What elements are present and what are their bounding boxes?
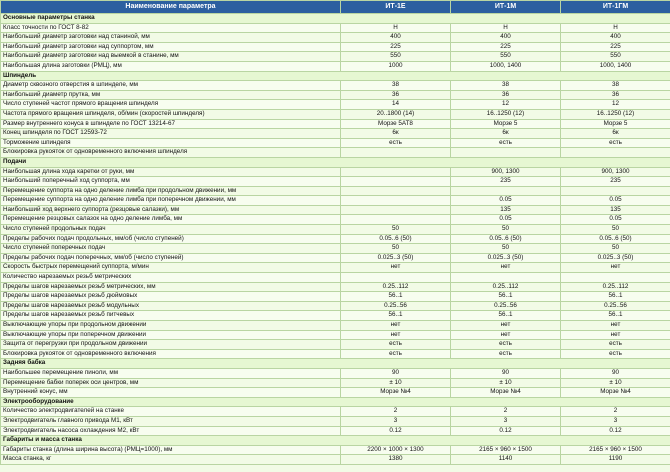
param-value: 2 [341,407,451,417]
table-row [1,42,670,52]
param-value: 0.25..112 [451,282,561,292]
param-value: есть [561,340,670,350]
header-it-1m: ИТ-1М [451,1,561,14]
table-row [1,330,670,340]
param-name: Наибольший диаметр прутка, мм [1,90,341,100]
param-value: 225 [451,42,561,52]
param-value: 225 [341,42,451,52]
param-value: Морзе 5 [451,119,561,129]
param-value: 1140 [451,455,561,465]
table-row [1,416,670,426]
table-row [1,100,670,110]
param-value: 12 [451,100,561,110]
section-row [1,397,670,407]
param-value: есть [451,349,561,359]
param-value: 16..1250 (12) [561,109,670,119]
param-value: 0.05..6 (50) [341,234,451,244]
table-row [1,33,670,43]
param-value: 90 [561,368,670,378]
param-name: Перемещение суппорта на одно деление лимба при продольном движении, мм [1,186,341,196]
table-row [1,119,670,129]
param-value: есть [561,349,670,359]
param-value: есть [451,138,561,148]
param-value [451,148,561,158]
param-name: Количество нарезаемых резьб метрических [1,273,341,283]
table-row [1,340,670,350]
param-value: 50 [341,244,451,254]
param-value: 900, 1300 [451,167,561,177]
param-value: 400 [341,33,451,43]
param-name: Пределы шагов нарезаемых резьб питчевых [1,311,341,321]
section-row [1,14,670,24]
param-value: нет [341,321,451,331]
table-row [1,215,670,225]
table-row [1,90,670,100]
param-value: 38 [561,81,670,91]
param-value: 0.05..6 (50) [451,234,561,244]
param-value: 0.05 [451,215,561,225]
section-title: Габариты и масса станка [1,436,670,446]
param-value: 56..1 [561,311,670,321]
param-value: 56..1 [451,292,561,302]
param-value: 2 [451,407,561,417]
header-param: Наименование параметра [1,1,341,14]
table-row [1,61,670,71]
param-value: нет [341,263,451,273]
table-row [1,301,670,311]
param-value: 56..1 [451,311,561,321]
param-value: 16..1250 (12) [451,109,561,119]
table-row [1,263,670,273]
param-name: Конец шпинделя по ГОСТ 12593-72 [1,129,341,139]
param-name: Габариты станка (длина ширина высота) (РМЦ=1000), мм [1,445,341,455]
param-value: есть [341,138,451,148]
param-value: 2165 × 960 × 1500 [451,445,561,455]
param-value: ± 10 [341,378,451,388]
table-row [1,349,670,359]
param-value: нет [451,330,561,340]
spec-body [1,14,670,465]
param-name: Наибольшее перемещение пиноли, мм [1,368,341,378]
param-value: 400 [561,33,670,43]
param-name: Количество электродвигателей на станке [1,407,341,417]
param-name: Выключающие упоры при продольном движении [1,321,341,331]
param-value [451,273,561,283]
table-row [1,407,670,417]
param-value: 56..1 [341,311,451,321]
section-title: Задняя бабка [1,359,670,369]
param-value: 50 [451,225,561,235]
param-name: Пределы рабочих подач продольных, мм/об (число ступеней) [1,234,341,244]
param-name: Внутренний конус, мм [1,388,341,398]
param-value [341,167,451,177]
section-row [1,359,670,369]
table-row [1,148,670,158]
section-title: Подачи [1,157,670,167]
param-value: есть [341,340,451,350]
table-row [1,273,670,283]
param-value: 1000, 1400 [451,61,561,71]
param-value [561,148,670,158]
param-name: Наибольший диаметр заготовки над выемкой в станине, мм [1,52,341,62]
param-name: Наибольшая длина заготовки (РМЦ), мм [1,61,341,71]
param-value [561,186,670,196]
table-row [1,445,670,455]
param-name: Масса станка, кг [1,455,341,465]
param-name: Наибольший ход верхнего суппорта (резцовые салазки), мм [1,205,341,215]
param-value: 14 [341,100,451,110]
param-name: Скорость быстрых перемещений суппорта, м/мин [1,263,341,273]
table-row [1,244,670,254]
param-value: 0.25..112 [341,282,451,292]
param-value: 3 [451,416,561,426]
param-value [341,148,451,158]
section-title: Основные параметры станка [1,14,670,24]
table-row [1,138,670,148]
param-value: 0.25..112 [561,282,670,292]
param-name: Наибольшая длина хода каретки от руки, мм [1,167,341,177]
param-value: 90 [341,368,451,378]
param-name: Защита от перегрузки при продольном движении [1,340,341,350]
param-value: 0.12 [451,426,561,436]
param-value: 50 [451,244,561,254]
param-value: 900, 1300 [561,167,670,177]
param-name: Наибольший диаметр заготовки над станиной, мм [1,33,341,43]
param-value: Н [451,23,561,33]
table-row [1,311,670,321]
param-name: Выключающие упоры при поперечном движении [1,330,341,340]
param-value [341,205,451,215]
param-value: Морзе №4 [451,388,561,398]
param-value [341,177,451,187]
param-value: 1000 [341,61,451,71]
section-title: Электрооборудование [1,397,670,407]
table-row [1,129,670,139]
param-value: 1190 [561,455,670,465]
param-name: Электродвигатель насоса охлаждения М2, кВт [1,426,341,436]
param-value: нет [561,263,670,273]
param-value: 6к [341,129,451,139]
param-name: Число ступеней продольных подач [1,225,341,235]
param-name: Частота прямого вращения шпинделя, об/мин (скоростей шпинделя) [1,109,341,119]
param-value [341,186,451,196]
param-value: есть [341,349,451,359]
param-name: Наибольший поперечный ход суппорта, мм [1,177,341,187]
table-row [1,186,670,196]
param-value: 400 [451,33,561,43]
param-value: есть [561,138,670,148]
table-row [1,253,670,263]
param-value: 0.25..56 [561,301,670,311]
param-value: Н [341,23,451,33]
param-value: 36 [451,90,561,100]
table-row [1,378,670,388]
table-row [1,205,670,215]
param-value: 0.05 [561,215,670,225]
param-name: Пределы рабочих подач поперечных, мм/об (число ступеней) [1,253,341,263]
param-value: есть [451,340,561,350]
param-value: 135 [561,205,670,215]
param-value: 135 [451,205,561,215]
param-value: 2200 × 1000 × 1300 [341,445,451,455]
param-value: 38 [341,81,451,91]
param-value: 235 [561,177,670,187]
section-title: Шпиндель [1,71,670,81]
param-value: 56..1 [341,292,451,302]
param-name: Диаметр сквозного отверстия в шпинделе, мм [1,81,341,91]
param-value: 0.05 [451,196,561,206]
table-row [1,81,670,91]
param-value: 0.025..3 (50) [561,253,670,263]
param-name: Перемещение бабки поперек оси центров, мм [1,378,341,388]
param-value: 12 [561,100,670,110]
param-name: Класс точности по ГОСТ 8-82 [1,23,341,33]
table-row [1,282,670,292]
param-value: 0.25..56 [341,301,451,311]
section-row [1,436,670,446]
param-value: 6к [561,129,670,139]
param-name: Пределы шагов нарезаемых резьб метрических, мм [1,282,341,292]
param-value: 1380 [341,455,451,465]
param-value: 3 [341,416,451,426]
header-row [1,1,670,14]
param-value: 36 [561,90,670,100]
param-value: 0.05..6 (50) [561,234,670,244]
table-row [1,109,670,119]
param-value: 36 [341,90,451,100]
param-value [561,273,670,283]
param-value: Морзе №4 [561,388,670,398]
param-value: 2 [561,407,670,417]
param-value: ± 10 [451,378,561,388]
table-row [1,177,670,187]
section-row [1,157,670,167]
table-row [1,321,670,331]
param-value: 550 [561,52,670,62]
param-value: ± 10 [561,378,670,388]
param-value: 2165 × 960 × 1500 [561,445,670,455]
param-value [341,215,451,225]
param-name: Перемещение суппорта на одно деление лимба при поперечном движении, мм [1,196,341,206]
param-value: 0.12 [341,426,451,436]
section-row [1,71,670,81]
table-row [1,225,670,235]
param-name: Торможение шпинделя [1,138,341,148]
table-row [1,368,670,378]
param-value: Морзе 5АТ8 [341,119,451,129]
table-row [1,23,670,33]
table-row [1,234,670,244]
param-value: 50 [561,244,670,254]
param-name: Перемещение резцовых салазок на одно деление лимба, мм [1,215,341,225]
table-row [1,455,670,465]
header-it-1e: ИТ-1Е [341,1,451,14]
param-value: 235 [451,177,561,187]
param-value: Н [561,23,670,33]
param-value: 0.12 [561,426,670,436]
table-row [1,292,670,302]
table-row [1,426,670,436]
param-name: Число ступеней частот прямого вращения шпинделя [1,100,341,110]
table-row [1,52,670,62]
table-row [1,196,670,206]
param-value: 550 [451,52,561,62]
param-name: Электродвигатель главного привода М1, кВт [1,416,341,426]
table-row [1,388,670,398]
param-value: 90 [451,368,561,378]
param-value: 0.25..56 [451,301,561,311]
param-name: Блокировка рукояток от одновременного включения [1,349,341,359]
param-name: Блокировка рукояток от одновременного включения шпинделя [1,148,341,158]
param-value: 50 [561,225,670,235]
param-value: 0.05 [561,196,670,206]
param-value: 50 [341,225,451,235]
param-value: 6к [451,129,561,139]
header-it-1gm: ИТ-1ГМ [561,1,670,14]
param-value: нет [561,321,670,331]
param-value: 56..1 [561,292,670,302]
param-value: 0.025..3 (50) [451,253,561,263]
param-name: Наибольший диаметр заготовки над суппортом, мм [1,42,341,52]
param-value [451,186,561,196]
param-name: Число ступеней поперечных подач [1,244,341,254]
param-name: Размер внутреннего конуса в шпинделе по ГОСТ 13214-67 [1,119,341,129]
param-value: 550 [341,52,451,62]
table-row [1,167,670,177]
param-name: Пределы шагов нарезаемых резьб модульных [1,301,341,311]
param-value: 0.025..3 (50) [341,253,451,263]
param-value: 20..1800 (14) [341,109,451,119]
param-value: 3 [561,416,670,426]
param-name: Пределы шагов нарезаемых резьб дюймовых [1,292,341,302]
param-value: Морзе №4 [341,388,451,398]
param-value [341,273,451,283]
param-value: 225 [561,42,670,52]
param-value: нет [451,263,561,273]
param-value: 1000, 1400 [561,61,670,71]
param-value: Морзе 5 [561,119,670,129]
param-value: нет [451,321,561,331]
param-value [341,196,451,206]
param-value: нет [341,330,451,340]
param-value: 38 [451,81,561,91]
param-value: нет [561,330,670,340]
